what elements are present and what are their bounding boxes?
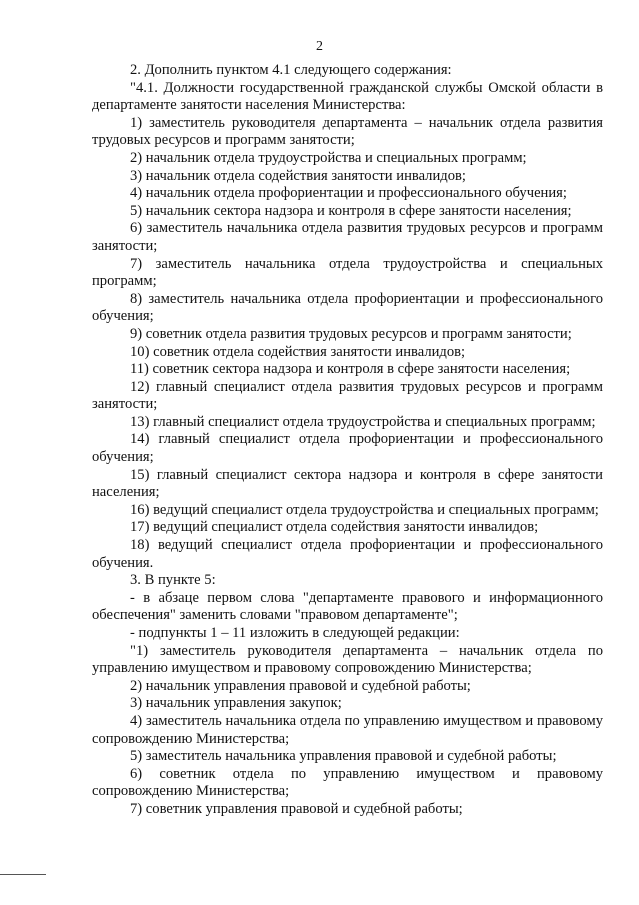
list-item: 7) советник управления правовой и судебной работы;: [130, 800, 463, 817]
document-body: [92, 62, 603, 819]
scan-edge-mark: [0, 874, 46, 875]
list-item: 18) ведущий специалист отдела профориентации и профессионального обучения.: [92, 537, 603, 571]
list-item: 5) начальник сектора надзора и контроля в сфере занятости населения;: [130, 202, 572, 219]
list-item: 3) начальник управления закупок;: [130, 695, 342, 712]
page-number: 2: [316, 39, 323, 54]
list-item: 4) начальник отдела профориентации и профессионального обучения;: [130, 185, 567, 202]
list-item: 6) заместитель начальника отдела развития трудовых ресурсов и программ занятости;: [92, 220, 603, 254]
paragraph: "4.1. Должности государственной гражданской службы Омской области в департаменте занятости населения Министерства:: [92, 79, 603, 114]
list-item: 16) ведущий специалист отдела трудоустройства и специальных программ;: [130, 501, 599, 518]
list-item: 8) заместитель начальника отдела профориентации и профессионального обучения;: [92, 290, 603, 325]
list-item: 12) главный специалист отдела развития трудовых ресурсов и программ занятости;: [92, 378, 603, 413]
list-item: 13) главный специалист отдела трудоустройства и специальных программ;: [130, 413, 596, 430]
list-item: 11) советник сектора надзора и контроля в сфере занятости населения;: [130, 361, 571, 378]
list-item: 10) советник отдела содействия занятости инвалидов;: [130, 343, 466, 360]
list-item: 6) советник отдела по управлению имуществом и правовому сопровождению Министерства;: [92, 765, 603, 800]
list-item: 7) заместитель начальника отдела трудоустройства и специальных программ;: [92, 255, 603, 290]
paragraph: 3. В пункте 5:: [130, 572, 216, 589]
list-item: 17) ведущий специалист отдела содействия занятости инвалидов;: [130, 519, 539, 536]
list-item: 4) заместитель начальника отдела по управлению имуществом и правовому сопровождению Министерства;: [92, 712, 603, 747]
list-item: 9) советник отдела развития трудовых ресурсов и программ занятости;: [130, 325, 572, 342]
paragraph: 2. Дополнить пунктом 4.1 следующего содержания:: [130, 62, 452, 78]
list-item: 1) заместитель руководителя департамента – начальник отдела развития трудовых ресурсов и программ занятости;: [92, 114, 603, 149]
list-item: 14) главный специалист отдела профориентации и профессионального обучения;: [92, 431, 603, 466]
paragraph: - подпункты 1 – 11 изложить в следующей редакции:: [130, 625, 460, 641]
list-item: 5) заместитель начальника управления правовой и судебной работы;: [130, 748, 557, 765]
list-item: 2) начальник отдела трудоустройства и специальных программ;: [130, 149, 527, 166]
list-item: 2) начальник управления правовой и судебной работы;: [130, 677, 471, 694]
list-item: 15) главный специалист сектора надзора и контроля в сфере занятости населения;: [92, 466, 603, 501]
list-item: "1) заместитель руководителя департамента – начальник отдела по управлению имуществом и правовому сопровождению Министерства;: [92, 642, 603, 677]
list-item: 3) начальник отдела содействия занятости инвалидов;: [130, 167, 466, 184]
paragraph: - в абзаце первом слова "департаменте правового и информационного обеспечения" заменить словами "правовом департаменте";: [92, 589, 603, 624]
